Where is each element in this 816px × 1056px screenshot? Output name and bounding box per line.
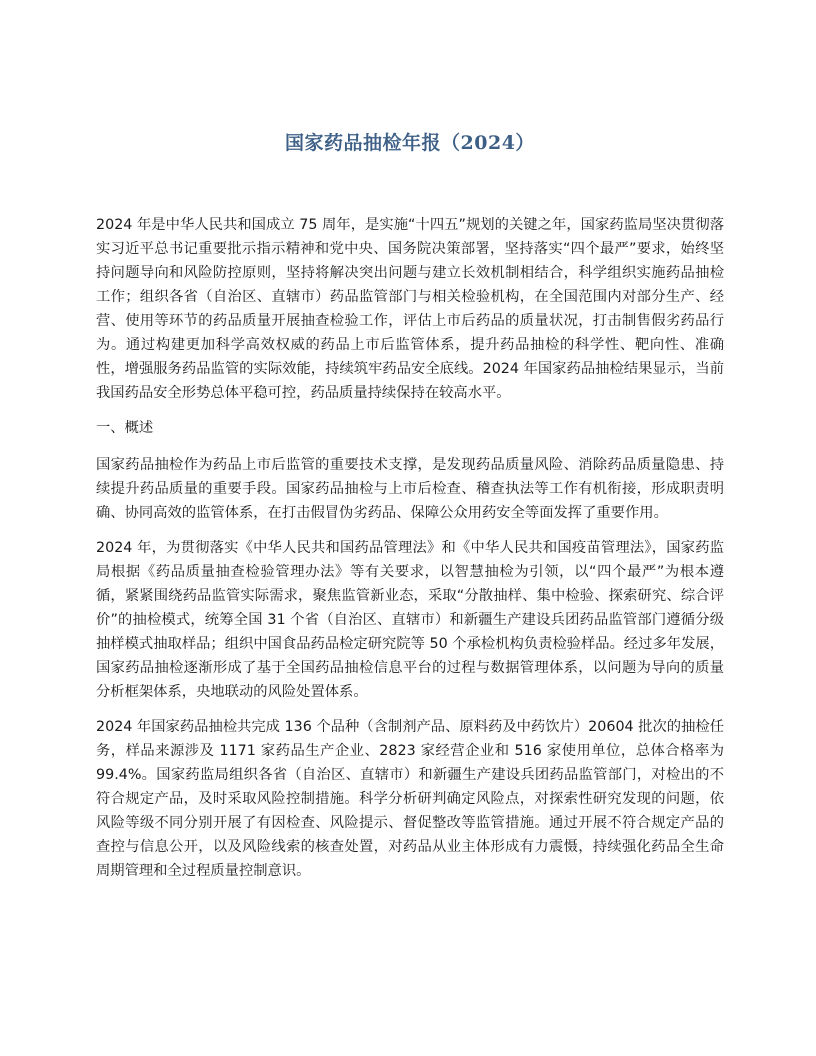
document-title: 国家药品抽检年报（2024）	[285, 132, 535, 154]
intro-paragraph: 2024 年是中华人民共和国成立 75 周年，是实施“十四五”规划的关键之年，国家药监局坚决贯彻落实习近平总书记重要批示指示精神和党中央、国务院决策部署，坚持落实“四个最严”要求，始终坚持问题导向和风险防控原则，坚持将解决突出问题与建立长效机制相结合，科学组织实施药品抽检工作；组织各省（自治区、直辖市）药品监管部门与相关检验机构，在全国范围内对部分生产、经营、使用等环节的药品质量开展抽查检验工作，评估上市后药品的质量状况，打击制售假劣药品行为。通过构建更加科学高效权威的药品上市后监管体系，提升药品抽检的科学性、靶向性、准确性，增强服务药品监管的实际效能，持续筑牢药品安全底线。2024 年国家药品抽检结果显示，当前我国药品安全形势总体平稳可控，药品质量持续保持在较高水平。	[96, 217, 724, 401]
overview-paragraph-2: 2024 年，为贯彻落实《中华人民共和国药品管理法》和《中华人民共和国疫苗管理法》，国家药监局根据《药品质量抽查检验管理办法》等有关要求，以智慧抽检为引领，以“四个最严”为根本遵循，紧紧围绕药品监管实际需求，聚焦监管新业态，采取“分散抽样、集中检验、探索研究、综合评价”的抽检模式，统筹全国 31 个省（自治区、直辖市）和新疆生产建设兵团药品监管部门遵循分级抽样模式抽取样品；组织中国食品药品检定研究院等 50 个承检机构负责检验样品。经过多年发展，国家药品抽检逐渐形成了基于全国药品抽检信息平台的过程与数据管理体系，以问题为导向的质量分析框架体系，央地联动的风险处置体系。	[96, 540, 724, 700]
overview-paragraph-3: 2024 年国家药品抽检共完成 136 个品种（含制剂产品、原料药及中药饮片）20604 批次的抽检任务，样品来源涉及 1171 家药品生产企业、2823 家经营企业和 516 家使用单位，总体合格率为 99.4%。国家药监局组织各省（自治区、直辖市）和新疆生产建设兵团药品监管部门，对检出的不符合规定产品，及时采取风险控制措施。科学分析研判确定风险点，对探索性研究发现的问题，依风险等级不同分别开展了有因检查、风险提示、督促整改等监管措施。通过开展不符合规定产品的查控与信息公开，以及风险线索的核查处置，对药品从业主体形成有力震慑，持续强化药品全生命周期管理和全过程质量控制意识。	[96, 719, 724, 879]
overview-paragraph-1: 国家药品抽检作为药品上市后监管的重要技术支撑，是发现药品质量风险、消除药品质量隐患、持续提升药品质量的重要手段。国家药品抽检与上市后检查、稽查执法等工作有机衔接，形成职责明确、协同高效的监管体系，在打击假冒伪劣药品、保障公众用药安全等面发挥了重要作用。	[96, 457, 724, 521]
document-page	[96, 126, 724, 894]
section-heading-overview: 一、概述	[96, 420, 154, 436]
